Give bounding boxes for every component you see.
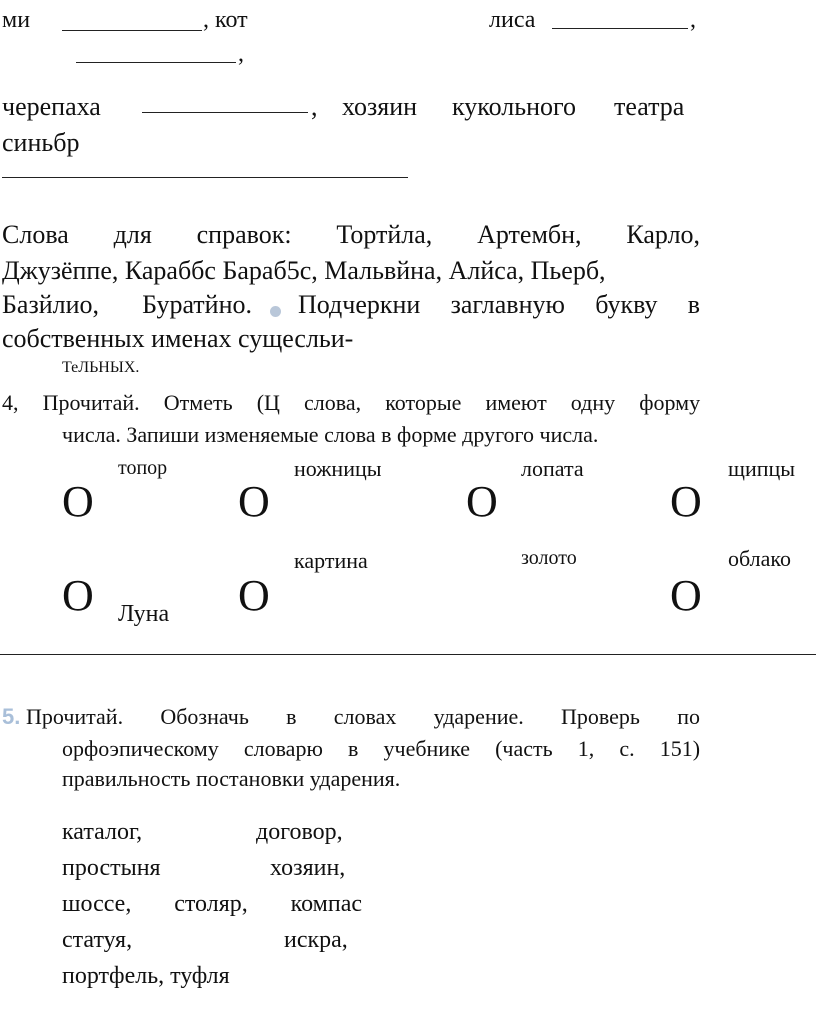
task5-word: орфоэпическому [62,736,219,761]
section-divider [0,654,816,655]
task5-line-3: правильность постановки ударения. [62,766,401,791]
ref-word: для [113,220,152,249]
fill-blank-4[interactable] [142,112,308,113]
task5-word: с. [619,736,635,761]
circle-checkbox-topor[interactable]: О [62,477,94,526]
comma-3: , [311,92,318,121]
circle-checkbox-oblako[interactable]: О [670,571,702,620]
reference-line-3a [2,290,252,320]
word-khozyain-2: хозяин, [270,855,346,881]
fill-blank-2[interactable] [552,28,688,29]
ref-word: Подчеркни [298,290,421,319]
word-statuya: статуя, [62,927,133,953]
comma-2: , [238,41,244,67]
word-nozhnitsy: ножницы [294,456,382,481]
word-iskra: искра, [284,927,348,953]
task4-line-2: числа. Запиши изменяемые слова в форме другого числа. [62,422,599,447]
task5-word: 151) [659,736,701,761]
task5-line-1 [26,704,700,730]
task5-row-3 [62,890,362,918]
circle-checkbox-shchiptsy[interactable]: О [670,477,702,526]
circle-checkbox-kartina[interactable]: О [238,571,270,620]
reference-line-5: ТеЛЬНЫХ. [62,359,140,376]
word-teatra: театра [614,92,685,121]
task4-word: которые [385,390,462,415]
circle-checkbox-nozhnitsy[interactable]: О [238,477,270,526]
word-prostynya: простыня [62,855,161,881]
word-oblako: облако [728,546,791,571]
ref-word: справок: [196,220,292,249]
fill-blank-1[interactable] [62,30,202,31]
task5-line-2 [62,736,700,762]
task5-word: Прочитай. [26,704,124,729]
task5-word: учебнике [383,736,470,761]
task5-word: (часть [495,736,553,761]
word-stolyar: столяр, [174,891,248,917]
ref-word: Буратйно. [142,290,252,319]
task5-number: 5. [2,704,21,729]
word-luna: Луна [118,601,170,627]
task5-word: словах [333,704,397,729]
word-lopata: лопата [521,456,584,481]
task4-word: слова, [304,390,362,415]
ref-word: Тортйла, [336,220,433,249]
task5-word: в [348,736,359,761]
task4-word: Отметь [163,390,233,415]
word-cherepakha: черепаха [2,92,101,121]
task4-word: одну [570,390,616,415]
ref-word: заглавную [450,290,565,319]
task5-word: по [677,704,700,729]
word-shosse: шоссе, [62,891,132,917]
ref-word: букву [595,290,658,319]
task5-word: словарю [243,736,323,761]
word-kartina: картина [294,548,368,573]
task5-word: 1, [577,736,595,761]
ref-word: Базйлио, [2,290,100,319]
task5-word: в [286,704,297,729]
word-dogovor: договор, [256,819,343,845]
word-katalog: каталог, [62,819,143,845]
word-zoloto: золото [521,547,577,569]
word-shchiptsy: щипцы [728,456,796,481]
fill-blank-3[interactable] [76,62,236,63]
task5-word: Обозначь [160,704,249,729]
word-lisa: лиса [489,7,536,33]
ref-word: в [687,290,701,319]
word-mi: ми [2,7,31,33]
circle-checkbox-luna[interactable]: О [62,571,94,620]
comma-1: , [690,7,696,33]
task4-word: 4, Прочитай. [2,390,140,415]
task4-word: (Ц [256,390,280,415]
ref-word: Слова [2,220,69,249]
fill-blank-5[interactable] [2,177,408,178]
word-topor: топор [118,457,168,479]
word-portfel-tuflya: портфель, туфля [62,963,230,989]
word-khozyain: хозяин [342,92,418,121]
task5-word: Проверь [561,704,640,729]
ref-word: Карло, [626,220,701,249]
circle-checkbox-lopata[interactable]: О [466,477,498,526]
word-kukolnogo: кукольного [452,92,576,121]
task4-line-1 [2,390,700,416]
bullet-dot-icon [270,306,281,317]
word-kot: , кот [203,7,248,33]
reference-line-4: собственных именах сущесльи- [2,324,354,353]
word-sinbor: синьбр [2,128,80,157]
reference-line-1 [2,220,700,250]
ref-word: Артембн, [477,220,582,249]
task4-word: имеют [485,390,547,415]
task4-word: форму [639,390,701,415]
reference-line-2: Джузёппе, Караббс Бараб5с, Мальвйна, Алйса, Пьерб, [2,256,606,285]
word-kompas: компас [290,891,362,917]
task5-word: ударение. [433,704,524,729]
reference-line-3b [298,290,700,320]
